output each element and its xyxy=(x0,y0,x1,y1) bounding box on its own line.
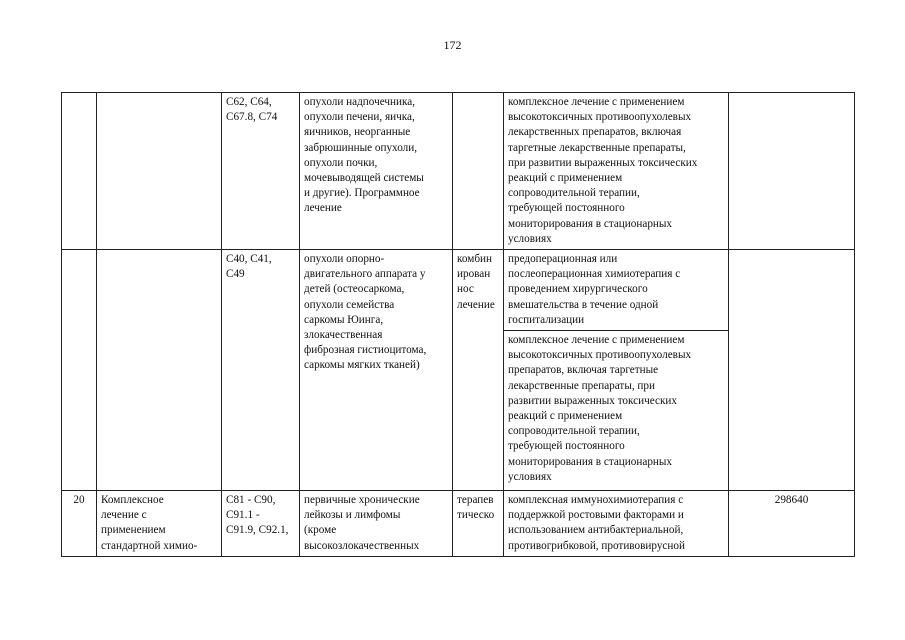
page-number: 172 xyxy=(443,38,462,52)
cell-treatment-type: терапев тическо xyxy=(453,491,504,557)
cell-name xyxy=(97,250,222,491)
cell-treatment-type xyxy=(453,93,504,250)
cell-method: комплексная иммунохимиотерапия с поддержкой ростовыми факторами и использованием антибактериальной, противогрибковой, противовирусной xyxy=(504,491,729,557)
cell-amount xyxy=(729,93,855,250)
cell-codes: C62, C64, C67.8, C74 xyxy=(222,93,300,250)
cell-number xyxy=(62,93,97,250)
cell-codes: C81 - C90, C91.1 - C91.9, C92.1, xyxy=(222,491,300,557)
table-row xyxy=(62,250,855,331)
cell-name xyxy=(97,93,222,250)
cell-number: 20 xyxy=(62,491,97,557)
cell-model: опухоли надпочечника, опухоли печени, яичка, яичников, неорганные забрюшинные опухоли, опухоли почки, мочевыводящей системы и другие). Программное лечение xyxy=(300,93,453,250)
cell-model: первичные хронические лейкозы и лимфомы (кроме высокозлокачественных xyxy=(300,491,453,557)
table-row xyxy=(62,491,855,557)
medical-care-table xyxy=(61,92,855,557)
cell-method: комплексное лечение с применением высокотоксичных противоопухолевых препаратов, включая таргетные лекарственные препараты, при развитии выраженных токсических реакций с применением сопроводительной терапии, требующей постоянного мониторирования в стационарных условиях xyxy=(504,331,729,491)
cell-model: опухоли опорно- двигательного аппарата у детей (остеосаркома, опухоли семейства саркомы Юинга, злокачественная фиброзная гистиоцитома, саркомы мягких тканей) xyxy=(300,250,453,491)
cell-codes: C40, C41, C49 xyxy=(222,250,300,491)
cell-method: комплексное лечение с применением высокотоксичных противоопухолевых лекарственных препаратов, включая таргетные лекарственные препараты, при развитии выраженных токсических реакций с применением сопроводительной терапии, требующей постоянного мониторирования в стационарных условиях xyxy=(504,93,729,250)
cell-amount: 298640 xyxy=(729,491,855,557)
table-row xyxy=(62,93,855,250)
cell-amount xyxy=(729,250,855,491)
cell-method: предоперационная или послеоперационная химиотерапия с проведением хирургического вмешательства в течение одной госпитализации xyxy=(504,250,729,331)
cell-number xyxy=(62,250,97,491)
cell-name: Комплексное лечение с применением стандартной химио- xyxy=(97,491,222,557)
cell-treatment-type: комбин ирован нос лечение xyxy=(453,250,504,491)
